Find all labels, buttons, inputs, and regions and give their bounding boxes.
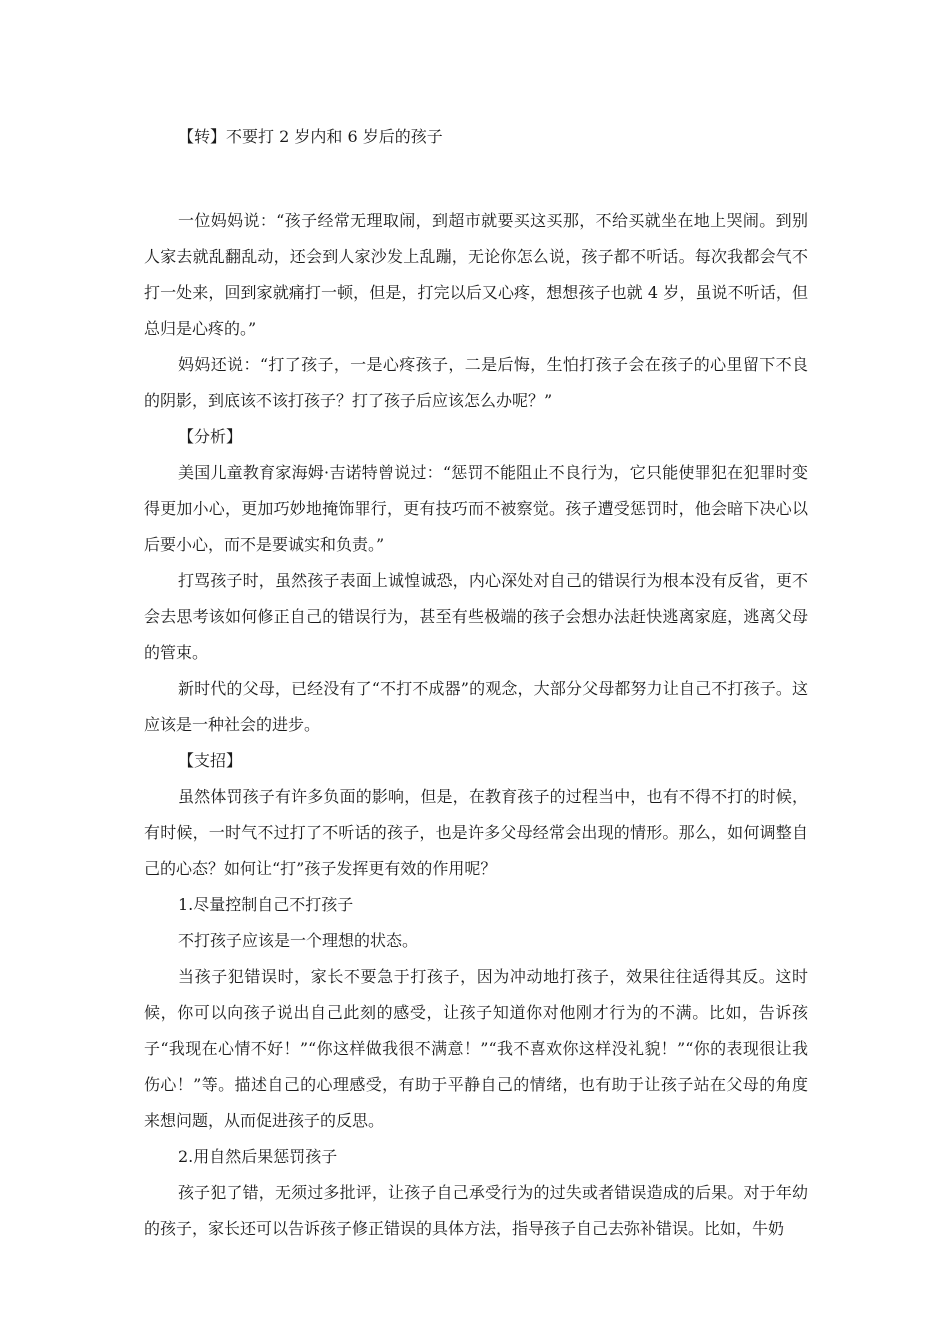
section-heading-tips: 【支招】 — [178, 751, 243, 770]
paragraph-ideal-state: 不打孩子应该是一个理想的状态。 — [178, 931, 419, 950]
document-body — [144, 203, 808, 1247]
document-title: 【转】不要打 2 岁内和 6 岁后的孩子 — [178, 127, 443, 146]
subheading-tip-2: 2.用自然后果惩罚孩子 — [178, 1147, 338, 1166]
paragraph-mother-quote: 一位妈妈说：“孩子经常无理取闹，到超市就要买这买那，不给买就坐在地上哭闹。到别人家去就乱翻乱动，还会到人家沙发上乱蹦，无论你怎么说，孩子都不听话。每次我都会气不打一处来，回到家就痛打一顿，但是，打完以后又心疼，想想孩子也就 4 岁，虽说不听话，但总归是心疼的。” — [144, 211, 808, 338]
paragraph-scolding-effect: 打骂孩子时，虽然孩子表面上诚惶诚恐，内心深处对自己的错误行为根本没有反省，更不会去思考该如何修正自己的错误行为，甚至有些极端的孩子会想办法赶快逃离家庭，逃离父母的管束。 — [144, 571, 808, 662]
paragraph-natural-consequences: 孩子犯了错，无须过多批评，让孩子自己承受行为的过失或者错误造成的后果。对于年幼的孩子，家长还可以告诉孩子修正错误的具体方法，指导孩子自己去弥补错误。比如，牛奶 — [144, 1183, 808, 1238]
paragraph-mother-question: 妈妈还说：“打了孩子，一是心疼孩子，二是后悔，生怕打孩子会在孩子的心里留下不良的阴影，到底该不该打孩子？打了孩子后应该怎么办呢？” — [144, 355, 808, 410]
paragraph-modern-parents: 新时代的父母，已经没有了“不打不成器”的观念，大部分父母都努力让自己不打孩子。这应该是一种社会的进步。 — [144, 679, 808, 734]
subheading-tip-1: 1.尽量控制自己不打孩子 — [178, 895, 354, 914]
paragraph-tips-intro: 虽然体罚孩子有许多负面的影响，但是，在教育孩子的过程当中，也有不得不打的时候，有时候，一时气不过打了不听话的孩子，也是许多父母经常会出现的情形。那么，如何调整自己的心态？如何让“打”孩子发挥更有效的作用呢？ — [144, 787, 808, 878]
paragraph-ginott-quote: 美国儿童教育家海姆·吉诺特曾说过：“惩罚不能阻止不良行为，它只能使罪犯在犯罪时变得更加小心，更加巧妙地掩饰罪行，更有技巧而不被察觉。孩子遭受惩罚时，他会暗下决心以后要小心，而不是要诚实和负责。” — [144, 463, 808, 554]
paragraph-express-feelings: 当孩子犯错误时，家长不要急于打孩子，因为冲动地打孩子，效果往往适得其反。这时候，你可以向孩子说出自己此刻的感受，让孩子知道你对他刚才行为的不满。比如，告诉孩子“我现在心情不好！”“你这样做我很不满意！”“我不喜欢你这样没礼貌！”“你的表现很让我伤心！”等。描述自己的心理感受，有助于平静自己的情绪，也有助于让孩子站在父母的角度来想问题，从而促进孩子的反思。 — [144, 967, 808, 1130]
section-heading-analysis: 【分析】 — [178, 427, 243, 446]
